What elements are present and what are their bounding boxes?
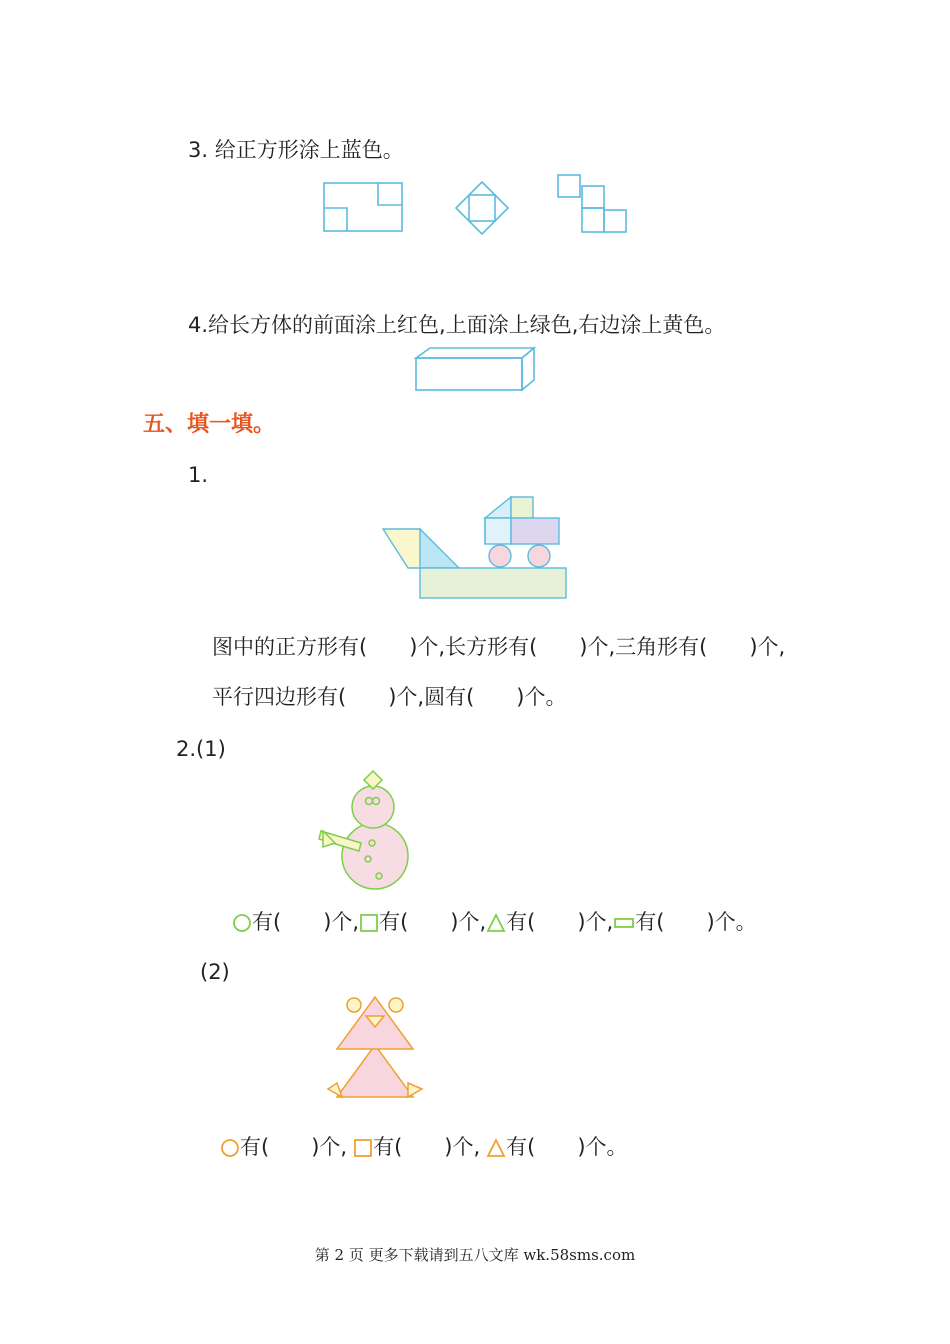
wheel-right [528, 545, 550, 567]
rect-figure-a-inner-right [378, 183, 402, 205]
cuboid-front-face [416, 358, 522, 390]
square-icon [359, 913, 379, 933]
rectangle-icon [613, 913, 635, 933]
item-2-2-answer-row [220, 1134, 628, 1160]
wheel-left [489, 545, 511, 567]
stair-square-1 [558, 175, 580, 197]
stair-square-2 [582, 186, 604, 208]
truck-bucket-triangle [420, 529, 459, 568]
square-shapes-figure [318, 172, 633, 238]
row2-part-f: )个。 [577, 1135, 628, 1159]
item-1-line-1-part-c: )个,三角形有( [579, 635, 708, 659]
cab-top-square [511, 497, 533, 518]
bear-ear-right [389, 998, 403, 1012]
triangle-icon [486, 1138, 506, 1158]
row1-part-a: 有( [252, 910, 282, 934]
row2-part-d: )个, [444, 1135, 481, 1159]
row1-part-c: 有( [379, 910, 409, 934]
square-icon [353, 1138, 373, 1158]
cuboid-right-face [522, 348, 534, 390]
cuboid-top-face [416, 348, 534, 358]
snowman-body-circle [342, 823, 408, 889]
bear-body-triangle [337, 1045, 413, 1097]
stair-square-4 [604, 210, 626, 232]
circle-icon [232, 913, 252, 933]
cab-left-square [485, 518, 511, 544]
item-1-line-2-part-a: 平行四边形有( [212, 685, 347, 709]
item-1-line-2-part-b: )个,圆有( [388, 685, 475, 709]
row1-part-b: )个, [323, 910, 360, 934]
item-1-number: 1. [188, 463, 209, 487]
bear-ear-left [347, 998, 361, 1012]
circle-icon [220, 1138, 240, 1158]
item-1-line-1-part-b: )个,长方形有( [409, 635, 538, 659]
diamond-figure [456, 182, 508, 234]
question-4-text: 4.给长方体的前面涂上红色,上面涂上绿色,右边涂上黄色。 [188, 313, 726, 337]
item-1-line-1-part-a: 图中的正方形有( [212, 635, 368, 659]
bear-foot-left [328, 1083, 342, 1097]
truck-figure [378, 492, 573, 604]
truck-base-rect [420, 568, 566, 598]
item-1-line-2 [212, 684, 566, 710]
diamond-inner-square [469, 195, 495, 221]
item-2-1-label: 2.(1) [176, 737, 226, 761]
page-footer: 第 2 页 更多下载请到五八文库 wk.58sms.com [314, 1246, 636, 1264]
snowman-head-circle [352, 786, 394, 828]
item-1-line-2-part-c: )个。 [516, 685, 567, 709]
item-1-line-1-part-d: )个, [749, 635, 786, 659]
row1-part-h: )个。 [706, 910, 757, 934]
row2-part-a: 有( [240, 1135, 270, 1159]
rect-figure-a-inner-left [324, 208, 347, 231]
row1-part-g: 有( [635, 910, 665, 934]
row2-part-c: 有( [373, 1135, 403, 1159]
cab-right-rect [511, 518, 559, 544]
bear-foot-right [408, 1083, 422, 1097]
cuboid-figure [410, 343, 540, 395]
item-2-1-answer-row [232, 909, 757, 935]
cab-window-triangle [485, 497, 511, 518]
row1-part-f: )个, [577, 910, 614, 934]
question-3-text: 3. 给正方形涂上蓝色。 [188, 138, 404, 162]
rect-figure-a [324, 183, 402, 231]
item-1-line-1 [212, 634, 785, 660]
row1-part-e: 有( [506, 910, 536, 934]
item-2-2-label: (2) [200, 960, 230, 984]
stair-square-3 [582, 208, 604, 232]
triangle-icon [486, 913, 506, 933]
row1-part-d: )个, [450, 910, 487, 934]
section-5-title: 五、填一填。 [143, 412, 276, 437]
row2-part-b: )个, [311, 1135, 348, 1159]
snowman-figure [315, 768, 415, 893]
bear-figure [322, 993, 427, 1103]
row2-part-e: 有( [506, 1135, 536, 1159]
